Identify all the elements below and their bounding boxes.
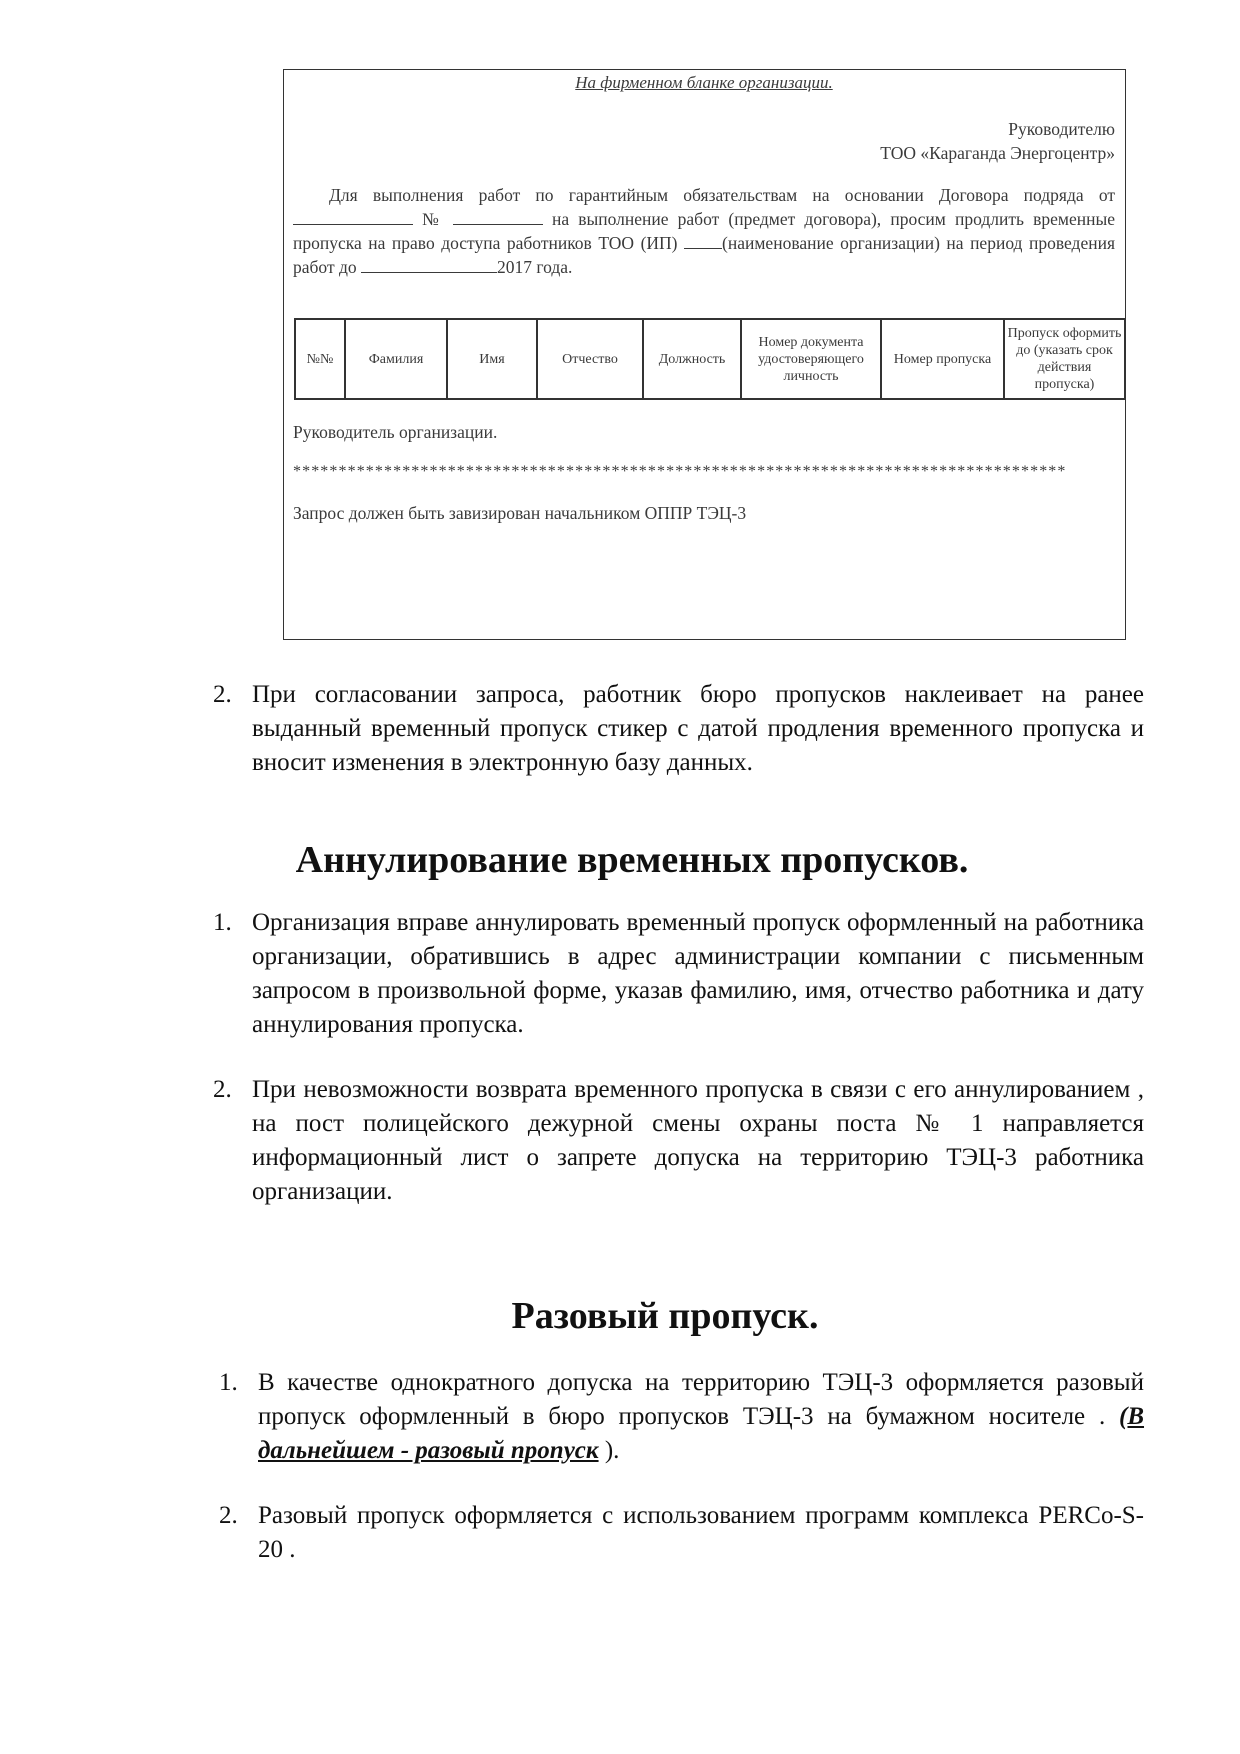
list-item	[219, 1366, 1145, 1468]
request-text-part2: №	[422, 209, 444, 229]
addressee-line2: ТОО «Караганда Энергоцентр»	[880, 143, 1115, 163]
visa-note: Запрос должен быть завизирован начальником ОППР ТЭЦ-3	[293, 503, 747, 523]
section-title: Аннулирование временных пропусков.	[295, 839, 969, 881]
list-item	[213, 678, 1144, 780]
request-text-part5: 2017 года.	[497, 257, 573, 277]
manager-signature: Руководитель организации.	[293, 422, 498, 442]
table-header-cell: Номер пропуска	[881, 319, 1004, 399]
list-item-text: При невозможности возврата временного пропуска в связи с его аннулированием , на пост полицейского дежурной смены охраны поста № 1 направляется информационный лист о запрете допуска на территорию ТЭЦ-3 работника организации.	[252, 1076, 1144, 1205]
list-item-number: 1.	[213, 909, 232, 936]
contract-number-blank	[453, 224, 543, 225]
request-form-template	[283, 69, 1126, 640]
list-item-text: В качестве однократного допуска на территорию ТЭЦ-3 оформляется разовый пропуск оформленный в бюро пропусков ТЭЦ-3 на бумажном носителе .	[258, 1369, 1144, 1430]
list-item-number: 2.	[213, 681, 232, 708]
table-header-cell: Имя	[447, 319, 537, 399]
table-header-cell: Фамилия	[345, 319, 447, 399]
defined-term: (В дальнейшем - разовый пропуск	[258, 1403, 1145, 1464]
table-header-cell: Должность	[643, 319, 741, 399]
list-item	[213, 1073, 1144, 1209]
request-text-part4: (наименование организации) на период проведения работ до	[293, 233, 1115, 277]
table-header-row	[295, 319, 1125, 399]
list-item	[219, 1499, 1144, 1567]
list-item-text: При согласовании запроса, работник бюро пропусков наклеивает на ранее выданный временный пропуск стикер с датой продления временного пропуска и вносит изменения в электронную базу данных.	[252, 681, 1144, 776]
form-header: На фирменном бланке организации.	[575, 73, 833, 92]
list-item-number: 2.	[213, 1076, 232, 1103]
request-text	[293, 183, 1115, 279]
end-date-blank	[361, 272, 497, 273]
table-header-cell: Пропуск оформить до (указать срок действия пропуска)	[1004, 319, 1125, 399]
addressee	[293, 117, 1115, 165]
org-name-blank	[684, 248, 722, 249]
list-item-number: 1.	[219, 1369, 238, 1396]
addressee-line1: Руководителю	[1008, 119, 1115, 139]
list-item-text: Разовый пропуск оформляется с использованием программ комплекса PERCo-S-20 .	[258, 1502, 1144, 1563]
list-item-number: 2.	[219, 1502, 238, 1529]
table-header-cell: №№	[295, 319, 345, 399]
staff-table	[294, 318, 1126, 400]
request-text-part1: Для выполнения работ по гарантийным обязательствам на основании Договора подряда от	[329, 185, 1115, 205]
list-item-text: Организация вправе аннулировать временный пропуск оформленный на работника организации, обратившись в адрес администрации компании с письменным запросом в произвольной форме, указав фамилию, имя, отчество работника и дату аннулирования пропуска.	[252, 909, 1144, 1038]
stars-divider: *************************************************************************************	[293, 463, 1067, 480]
table-header-cell: Номер документа удостоверяющего личность	[741, 319, 881, 399]
section-title: Разовый пропуск.	[511, 1295, 819, 1337]
table-header-cell: Отчество	[537, 319, 643, 399]
request-text-part3: на выполнение работ (предмет договора), просим продлить временные пропуска на право доступа работников ТОО (ИП)	[293, 209, 1116, 253]
list-item-tail: ).	[598, 1437, 620, 1464]
list-item	[213, 906, 1144, 1042]
contract-date-blank	[293, 224, 413, 225]
